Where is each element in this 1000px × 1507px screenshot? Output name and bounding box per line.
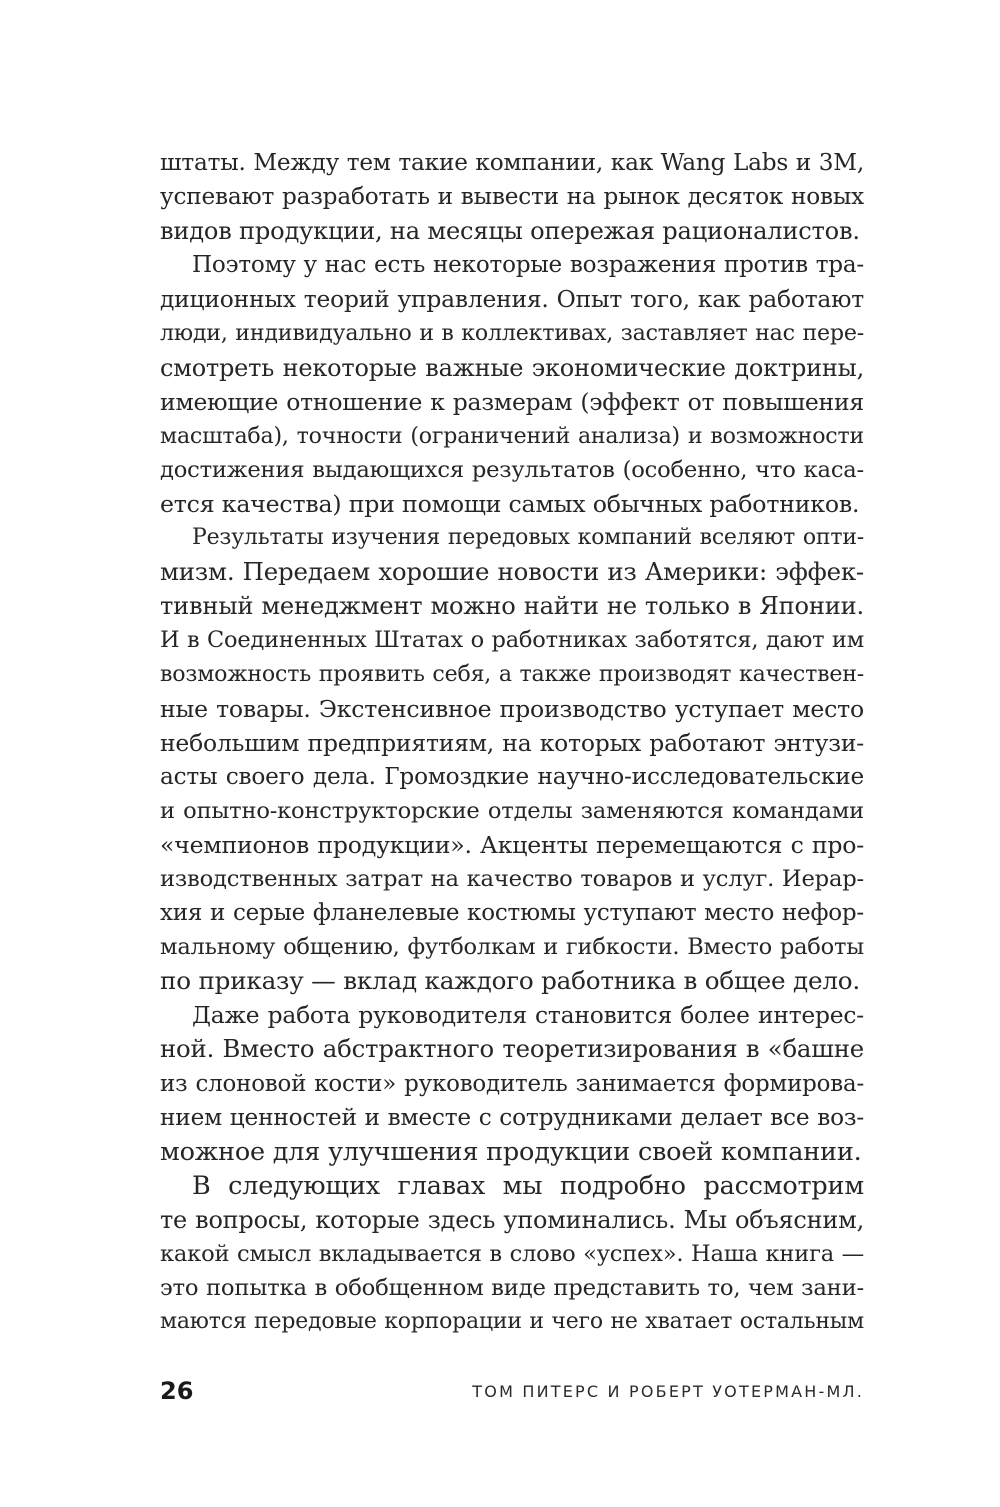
text-line: из слоновой кости» руководитель занимается формирова- [160,1070,864,1097]
text-line: по приказу — вклад каждого работника в общее дело. [160,966,860,996]
text-line: можное для улучшения продукции своей компании. [160,1136,862,1167]
text-line: хия и серые фланелевые костюмы уступают место нефор- [160,900,864,927]
text-line: «чемпионов продукции». Акценты перемещаются с про- [160,830,864,859]
text-line: имеющие отношение к размерам (эффект от повышения [160,387,864,416]
text-line: изводственных затрат на качество товаров и услуг. Иерар- [160,865,864,892]
text-line: мальному общению, футболкам и гибкости. Вместо работы [160,934,864,961]
text-line: смотреть некоторые важные экономические доктрины, [160,353,864,382]
text-line: Поэтому у нас есть некоторые возражения против тра- [192,252,864,279]
text-line: И в Соединенных Штатах о работниках заботятся, дают им [160,627,864,654]
text-line: это попытка в обобщенном виде представить то, чем зани- [160,1275,864,1302]
text-line: асты своего дела. Громоздкие научно-исследовательские [160,762,864,790]
text-line: ные товары. Экстенсивное производство уступает место [160,694,864,723]
text-line: ной. Вместо абстрактного теоретизирования в «башне [160,1034,864,1064]
text-line: мизм. Передаем хорошие новости из Америки: эффек- [160,557,864,587]
text-line: какой смысл вкладывается в слово «успех». Наша книга — [160,1241,864,1267]
running-head: ТОМ ПИТЕРС И РОБЕРТ УОТЕРМАН-МЛ. [472,1382,864,1401]
text-line: те вопросы, которые здесь упоминались. Мы объясним, [160,1205,864,1234]
text-line: маются передовые корпорации и чего не хватает остальным [160,1309,864,1335]
text-line: небольшим предприятиям, на которых работают энтузи- [160,728,864,757]
text-line: успевают разработать и вывести на рынок десяток новых [160,183,864,211]
text-line: достижения выдающихся результатов (особенно, что каса- [160,456,864,483]
text-line: тивный менеджмент можно найти не только в Японии. [160,592,864,621]
text-line: видов продукции, на месяцы опережая рационалистов. [160,217,860,246]
text-line: диционных теорий управления. Опыт того, как работают [160,285,864,314]
text-line: масштаба), точности (ограничений анализа) и возможности [160,422,864,449]
text-line: Результаты изучения передовых компаний вселяют опти- [192,525,864,551]
page-footer [160,1375,864,1407]
body-text [160,146,864,1339]
text-line: В следующих главах мы подробно рассмотрим [192,1170,864,1201]
text-line: и опытно-конструкторские отделы заменяются командами [160,797,864,824]
text-line: Даже работа руководителя становится более интерес- [192,1001,864,1030]
page-number: 26 [160,1377,194,1405]
text-line: штаты. Между тем такие компании, как Wang Labs и 3M, [160,149,864,176]
text-line: люди, индивидуально и в коллективах, заставляет нас пере- [160,320,864,347]
text-line: возможность проявить себя, а также производят качествен- [160,661,864,688]
text-line: нием ценностей и вместе с сотрудниками делает все воз- [160,1103,864,1131]
text-line: ется качества) при помощи самых обычных работников. [160,489,860,518]
